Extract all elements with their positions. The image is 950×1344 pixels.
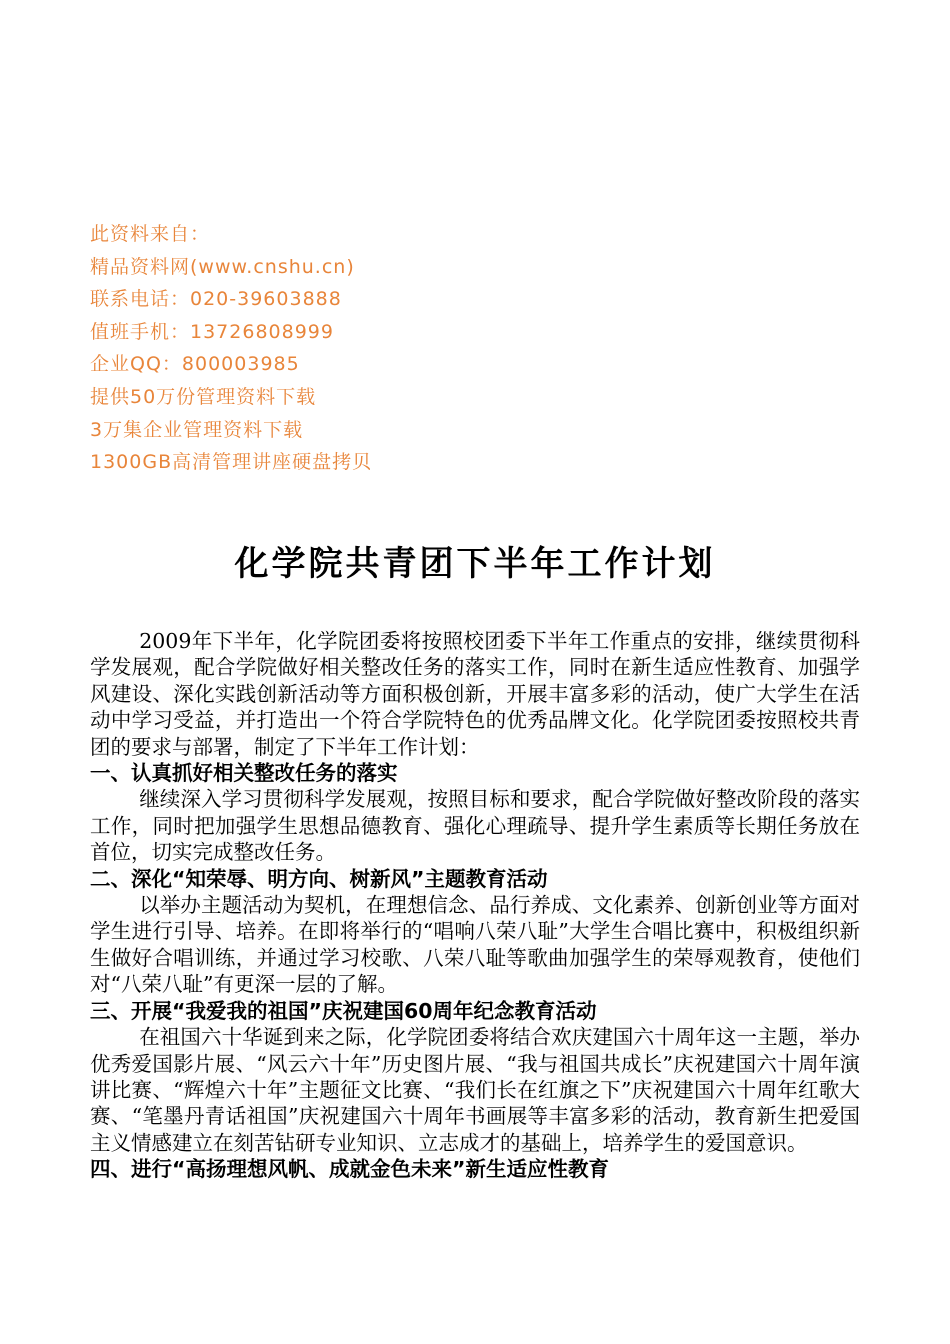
section-heading-3: 三、开展“我爱我的祖国”庆祝建国60周年纪念教育活动 [90, 998, 597, 1023]
source-line: 此资料来自： [90, 223, 211, 245]
document-title: 化学院共青团下半年工作计划 [234, 544, 716, 584]
section-heading-2: 二、深化“知荣辱、明方向、树新风”主题教育活动 [90, 866, 548, 891]
source-line-promo-1: 提供50万份管理资料下载 [90, 385, 317, 408]
source-line-website: 精品资料网(www.cnshu.cn) [90, 255, 355, 278]
source-line-phone: 联系电话：020-39603888 [90, 288, 342, 311]
source-line-qq: 企业QQ：800003985 [90, 353, 300, 376]
section-heading-1: 一、认真抓好相关整改任务的落实 [90, 761, 398, 786]
source-info-block [90, 218, 372, 479]
section-paragraph-2: 以举办主题活动为契机，在理想信念、品行养成、文化素养、创新创业等方面对学生进行引导、培养。在即将举行的“唱响八荣八耻”大学生合唱比赛中，积极组织新生做好合唱训练，并通过学习校歌、八荣八耻等歌曲加强学生的荣辱观教育，使他们对“八荣八耻”有更深一层的了解。 [90, 893, 860, 997]
document-body [90, 628, 860, 1183]
section-paragraph-1: 继续深入学习贯彻科学发展观，按照目标和要求，配合学院做好整改阶段的落实工作，同时把加强学生思想品德教育、强化心理疏导、提升学生素质等长期任务放在首位，切实完成整改任务。 [90, 787, 860, 865]
section-heading-4: 四、进行“高扬理想风帆、成就金色未来”新生适应性教育 [90, 1157, 609, 1182]
intro-paragraph: 2009年下半年，化学院团委将按照校团委下半年工作重点的安排，继续贯彻科学发展观，配合学院做好相关整改任务的落实工作，同时在新生适应性教育、加强学风建设、深化实践创新活动等方面积极创新，开展丰富多彩的活动，使广大学生在活动中学习受益，并打造出一个符合学院特色的优秀品牌文化。化学院团委按照校共青团的要求与部署，制定了下半年工作计划： [90, 629, 860, 759]
source-line-promo-3: 1300GB高清管理讲座硬盘拷贝 [90, 451, 373, 474]
section-paragraph-3: 在祖国六十华诞到来之际，化学院团委将结合欢庆建国六十周年这一主题，举办优秀爱国影片展、“风云六十年”历史图片展、“我与祖国共成长”庆祝建国六十周年演讲比赛、“辉煌六十年”主题征文比赛、“我们长在红旗之下”庆祝建国六十周年红歌大赛、“笔墨丹青话祖国”庆祝建国六十周年书画展等丰富多彩的活动，教育新生把爱国主义情感建立在刻苦钻研专业知识、立志成才的基础上，培养学生的爱国意识。 [90, 1025, 860, 1155]
source-line-mobile: 值班手机：13726808999 [90, 320, 334, 343]
source-line-promo-2: 3万集企业管理资料下载 [90, 418, 304, 441]
